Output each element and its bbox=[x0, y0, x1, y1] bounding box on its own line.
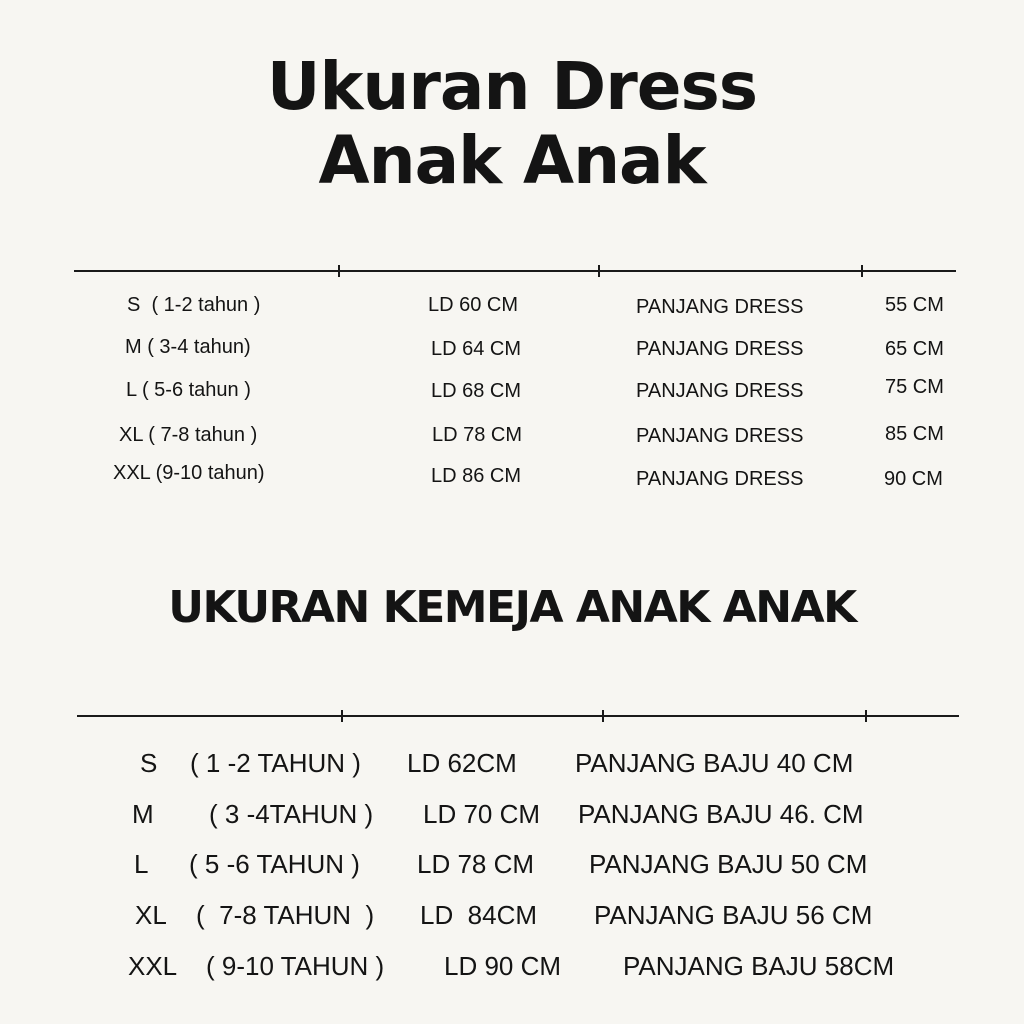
dress-length-cell: 85 CM bbox=[885, 423, 944, 445]
dress-ld-cell: LD 78 CM bbox=[432, 424, 523, 446]
kemeja-size-cell: L bbox=[134, 849, 149, 879]
kemeja-length-cell: PANJANG BAJU 46. CM bbox=[578, 799, 864, 829]
kemeja-size-cell: XXL bbox=[128, 951, 178, 981]
dress-title bbox=[0, 50, 1024, 198]
kemeja-length-cell: PANJANG BAJU 58CM bbox=[623, 951, 895, 981]
dress-size-cell: S ( 1-2 tahun ) bbox=[127, 294, 261, 316]
kemeja-age-cell: ( 9-10 TAHUN ) bbox=[206, 951, 385, 981]
dress-length-label: PANJANG DRESS bbox=[636, 296, 804, 318]
dress-size-cell: XL ( 7-8 tahun ) bbox=[119, 424, 258, 446]
dress-ld-cell: LD 68 CM bbox=[431, 380, 522, 402]
dress-length-cell: 55 CM bbox=[885, 294, 944, 316]
kemeja-age-cell: ( 1 -2 TAHUN ) bbox=[190, 748, 361, 778]
kemeja-ld-cell: LD 84CM bbox=[420, 900, 538, 930]
dress-rule-tick bbox=[338, 265, 340, 277]
dress-length-label: PANJANG DRESS bbox=[636, 380, 804, 402]
kemeja-length-cell: PANJANG BAJU 50 CM bbox=[589, 849, 868, 879]
kemeja-rule-tick bbox=[602, 710, 604, 722]
dress-size-cell: XXL (9-10 tahun) bbox=[113, 462, 265, 484]
kemeja-ld-cell: LD 90 CM bbox=[444, 951, 562, 981]
dress-length-label: PANJANG DRESS bbox=[636, 425, 804, 447]
dress-table-rule bbox=[74, 270, 956, 272]
kemeja-rule-tick bbox=[865, 710, 867, 722]
dress-title-line2: Anak Anak bbox=[318, 122, 706, 199]
dress-title-line1: Ukuran Dress bbox=[266, 48, 758, 125]
kemeja-age-cell: ( 3 -4TAHUN ) bbox=[209, 799, 374, 829]
kemeja-age-cell: ( 7-8 TAHUN ) bbox=[196, 900, 375, 930]
dress-length-label: PANJANG DRESS bbox=[636, 338, 804, 360]
kemeja-length-cell: PANJANG BAJU 40 CM bbox=[575, 748, 854, 778]
kemeja-title: UKURAN KEMEJA ANAK ANAK bbox=[168, 582, 856, 633]
kemeja-size-cell: S bbox=[140, 748, 158, 778]
kemeja-size-cell: XL bbox=[135, 900, 167, 930]
dress-rule-tick bbox=[861, 265, 863, 277]
kemeja-size-cell: M bbox=[132, 799, 154, 829]
dress-rule-tick bbox=[598, 265, 600, 277]
dress-length-cell: 65 CM bbox=[885, 338, 944, 360]
kemeja-ld-cell: LD 70 CM bbox=[423, 799, 541, 829]
kemeja-age-cell: ( 5 -6 TAHUN ) bbox=[189, 849, 360, 879]
kemeja-table-rule bbox=[77, 715, 959, 717]
dress-size-cell: M ( 3-4 tahun) bbox=[125, 336, 251, 358]
dress-ld-cell: LD 60 CM bbox=[428, 294, 519, 316]
dress-length-cell: 75 CM bbox=[885, 376, 944, 398]
dress-length-cell: 90 CM bbox=[884, 468, 943, 490]
kemeja-ld-cell: LD 78 CM bbox=[417, 849, 535, 879]
kemeja-rule-tick bbox=[341, 710, 343, 722]
dress-ld-cell: LD 64 CM bbox=[431, 338, 522, 360]
kemeja-length-cell: PANJANG BAJU 56 CM bbox=[594, 900, 873, 930]
kemeja-ld-cell: LD 62CM bbox=[407, 748, 517, 778]
dress-size-cell: L ( 5-6 tahun ) bbox=[126, 379, 251, 401]
dress-ld-cell: LD 86 CM bbox=[431, 465, 522, 487]
dress-length-label: PANJANG DRESS bbox=[636, 468, 804, 490]
